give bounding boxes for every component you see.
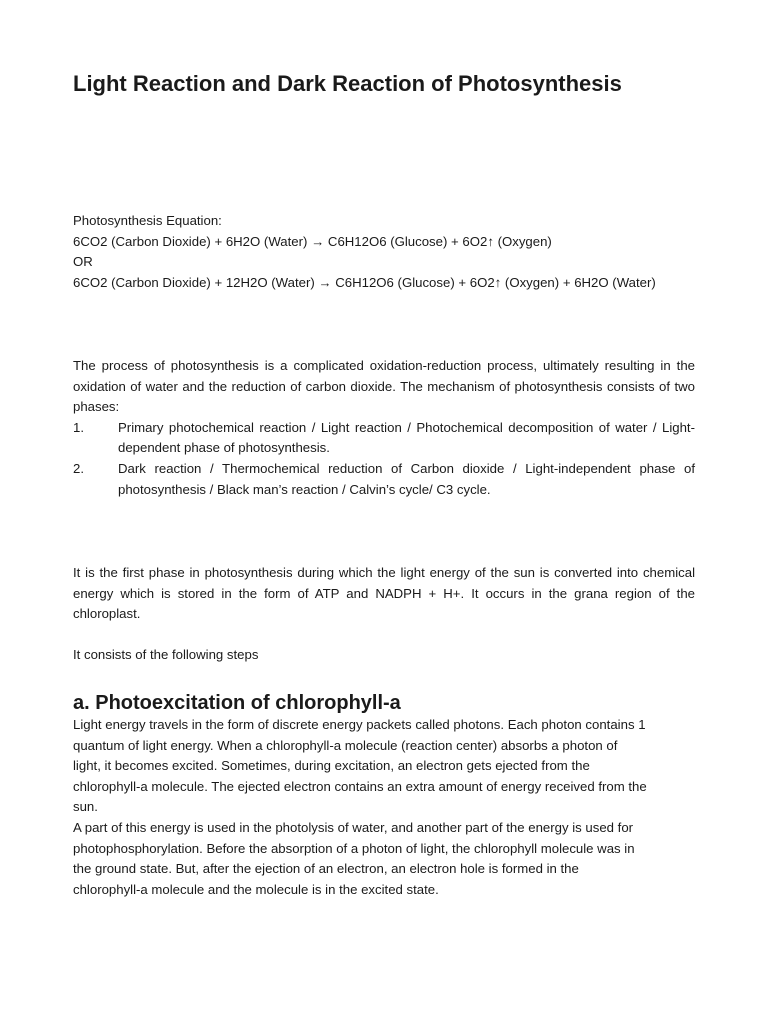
body-line: sun. xyxy=(73,799,98,815)
equation-block xyxy=(73,211,695,293)
section-a-heading: a. Photoexcitation of chlorophyll-a xyxy=(73,692,401,714)
list-text: Dark reaction / Thermochemical reduction of Carbon dioxide / Light-independent phase of photosynthesis / Black man’s reaction / Calvin’s cycle/ C3 cycle. xyxy=(118,460,695,497)
section-a-body xyxy=(73,715,695,900)
page-title: Light Reaction and Dark Reaction of Photosynthesis xyxy=(73,71,622,96)
list-text: Primary photochemical reaction / Light reaction / Photochemical decomposition of water / Light-dependent phase of photosynthesis. xyxy=(118,419,695,456)
body-line: chlorophyll-a molecule and the molecule is in the excited state. xyxy=(73,881,439,897)
process-intro: The process of photosynthesis is a complicated oxidation-reduction process, ultimately resulting in the oxidation of water and the reduction of carbon dioxide. The mechanism of photosynthesis consists of two phases: xyxy=(73,358,695,415)
body-line: Light energy travels in the form of discrete energy packets called photons. Each photon contains 1 xyxy=(73,717,646,732)
body-line: the ground state. But, after the ejection of an electron, an electron hole is formed in the xyxy=(73,861,579,877)
first-phase-paragraph: It is the first phase in photosynthesis during which the light energy of the sun is converted into chemical energy which is stored in the form of ATP and NADPH + H+. It occurs in the grana region of the chloroplast. xyxy=(73,565,695,622)
equation-heading: Photosynthesis Equation: xyxy=(73,213,222,228)
process-paragraph xyxy=(73,356,695,500)
list-number: 1. xyxy=(73,419,84,435)
list-item xyxy=(73,459,695,500)
body-line: quantum of light energy. When a chlorophyll-a molecule (reaction center) absorbs a photon of xyxy=(73,737,618,753)
list-item xyxy=(73,418,695,459)
body-line: light, it becomes excited. Sometimes, during excitation, an electron gets ejected from the xyxy=(73,758,590,774)
body-line: chlorophyll-a molecule. The ejected electron contains an extra amount of energy received from the xyxy=(73,778,647,794)
equation-line-2: 6CO2 (Carbon Dioxide) + 12H2O (Water) → C6H12O6 (Glucose) + 6O2↑ (Oxygen) + 6H2O (Water) xyxy=(73,274,656,290)
body-line: A part of this energy is used in the photolysis of water, and another part of the energy is used for xyxy=(73,819,634,835)
equation-line-1: 6CO2 (Carbon Dioxide) + 6H2O (Water) → C6H12O6 (Glucose) + 6O2↑ (Oxygen) xyxy=(73,233,552,249)
body-line: photophosphorylation. Before the absorption of a photon of light, the chlorophyll molecule was in xyxy=(73,840,635,856)
equation-or: OR xyxy=(73,254,93,270)
list-number: 2. xyxy=(73,460,84,476)
steps-intro: It consists of the following steps xyxy=(73,647,259,662)
